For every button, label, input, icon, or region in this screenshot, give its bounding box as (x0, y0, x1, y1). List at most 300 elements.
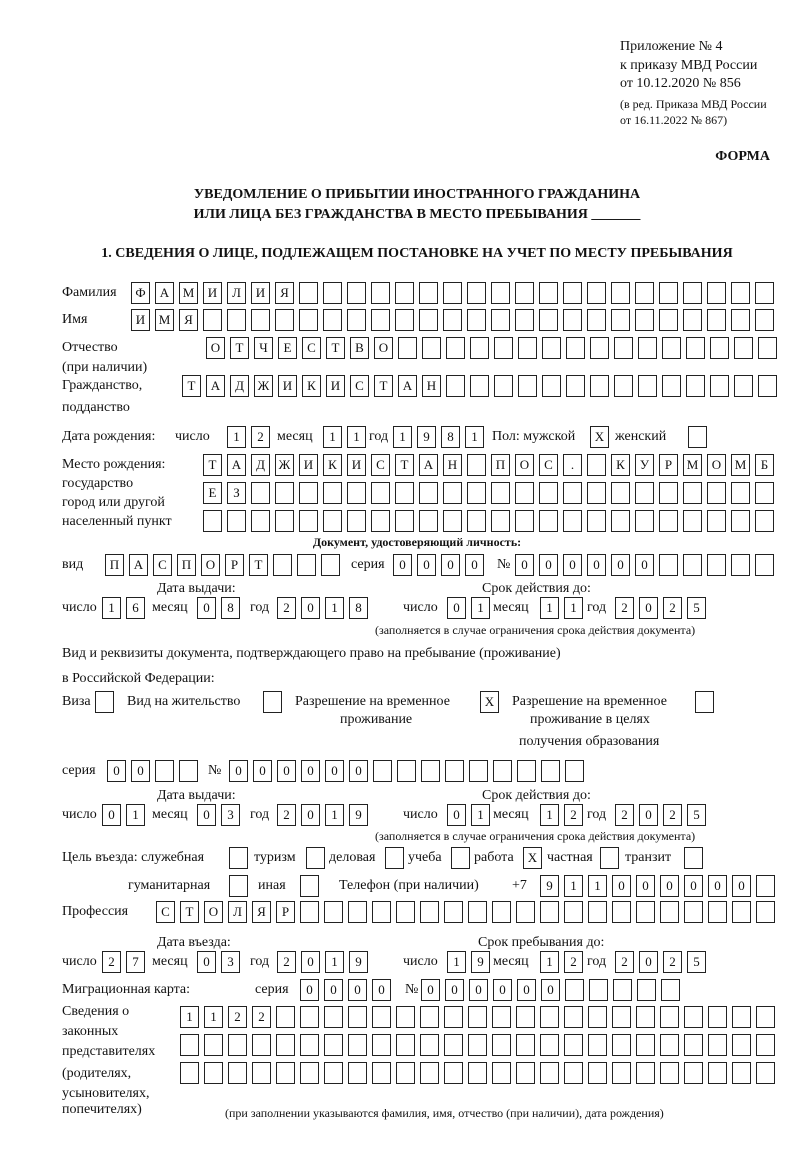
surname-cell[interactable]: Я (275, 282, 294, 304)
pob-row1-cell[interactable]: Д (251, 454, 270, 476)
patronymic-cell[interactable] (422, 337, 441, 359)
pob-row1-cell[interactable]: С (539, 454, 558, 476)
reps-row3-cell[interactable] (228, 1062, 247, 1084)
profession-cell[interactable] (612, 901, 631, 923)
surname-cell[interactable] (707, 282, 726, 304)
doc-series-cell[interactable]: 0 (417, 554, 436, 576)
name-cell[interactable] (443, 309, 462, 331)
stay-issue-day-cell[interactable]: 1 (126, 804, 145, 826)
mc-number-cell[interactable] (565, 979, 584, 1001)
mc-series-cell[interactable]: 0 (372, 979, 391, 1001)
doc-kind-cell[interactable]: П (105, 554, 124, 576)
patronymic-cell[interactable]: Ч (254, 337, 273, 359)
doc-valid-day-cell[interactable]: 0 (447, 597, 466, 619)
pob-row1-cell[interactable]: У (635, 454, 654, 476)
doc-kind-cell[interactable] (273, 554, 292, 576)
profession-cell[interactable] (324, 901, 343, 923)
citizenship-cell[interactable]: А (398, 375, 417, 397)
reps-row3-cell[interactable] (252, 1062, 271, 1084)
mc-number-cell[interactable] (661, 979, 680, 1001)
doc-number-cell[interactable]: 0 (635, 554, 654, 576)
citizenship-cell[interactable] (734, 375, 753, 397)
dob-day-cell[interactable]: 2 (251, 426, 270, 448)
reps-row1-cell[interactable] (372, 1006, 391, 1028)
reps-row3-cell[interactable] (684, 1062, 703, 1084)
name-cell[interactable] (683, 309, 702, 331)
reps-row1-cell[interactable]: 1 (204, 1006, 223, 1028)
stay-number-cell[interactable] (397, 760, 416, 782)
stay-number-cell[interactable] (445, 760, 464, 782)
visa-checkbox-cell[interactable] (95, 691, 114, 713)
reps-row2-cell[interactable] (348, 1034, 367, 1056)
mc-series-cell[interactable]: 0 (324, 979, 343, 1001)
doc-kind-cell[interactable]: А (129, 554, 148, 576)
pob-row1-cell[interactable]: А (419, 454, 438, 476)
pob-row1-cell[interactable]: Р (659, 454, 678, 476)
name-cell[interactable] (515, 309, 534, 331)
surname-cell[interactable] (419, 282, 438, 304)
citizenship-cell[interactable] (566, 375, 585, 397)
pob-row3-cell[interactable] (395, 510, 414, 532)
name-cell[interactable] (395, 309, 414, 331)
citizenship-cell[interactable] (710, 375, 729, 397)
purpose-business-checkbox-cell[interactable] (385, 847, 404, 869)
surname-cell[interactable] (395, 282, 414, 304)
reps-row2-cell[interactable] (324, 1034, 343, 1056)
reps-row2-cell[interactable] (684, 1034, 703, 1056)
name-cell[interactable] (227, 309, 246, 331)
purpose-official-checkbox-cell[interactable] (229, 847, 248, 869)
stay-number-cell[interactable] (565, 760, 584, 782)
surname-cell[interactable]: Л (227, 282, 246, 304)
patronymic-cell[interactable] (566, 337, 585, 359)
reps-row3-cell[interactable] (468, 1062, 487, 1084)
citizenship-cell[interactable] (470, 375, 489, 397)
dob-month-cell[interactable]: 1 (347, 426, 366, 448)
entry-year-cell[interactable]: 0 (301, 951, 320, 973)
citizenship-cell[interactable]: И (278, 375, 297, 397)
pob-row2-cell[interactable] (347, 482, 366, 504)
pob-row1-cell[interactable]: И (347, 454, 366, 476)
reps-row1-cell[interactable] (492, 1006, 511, 1028)
stay-number-cell[interactable]: 0 (349, 760, 368, 782)
pob-row1-cell[interactable]: Ж (275, 454, 294, 476)
citizenship-cell[interactable] (446, 375, 465, 397)
profession-cell[interactable] (660, 901, 679, 923)
pob-row1-cell[interactable]: О (707, 454, 726, 476)
patronymic-cell[interactable]: О (206, 337, 225, 359)
stay-number-cell[interactable]: 0 (253, 760, 272, 782)
profession-cell[interactable]: Л (228, 901, 247, 923)
reps-row1-cell[interactable] (708, 1006, 727, 1028)
reps-row3-cell[interactable] (348, 1062, 367, 1084)
pob-row2-cell[interactable]: З (227, 482, 246, 504)
stay-valid-year-cell[interactable]: 0 (639, 804, 658, 826)
mc-number-cell[interactable]: 0 (493, 979, 512, 1001)
patronymic-cell[interactable]: С (302, 337, 321, 359)
reps-row2-cell[interactable] (660, 1034, 679, 1056)
profession-cell[interactable]: Р (276, 901, 295, 923)
pob-row2-cell[interactable] (659, 482, 678, 504)
pob-row2-cell[interactable] (707, 482, 726, 504)
doc-kind-cell[interactable]: С (153, 554, 172, 576)
phone-cell[interactable]: 1 (564, 875, 583, 897)
doc-kind-cell[interactable]: О (201, 554, 220, 576)
mc-number-cell[interactable]: 0 (541, 979, 560, 1001)
surname-cell[interactable] (539, 282, 558, 304)
pob-row1-cell[interactable]: Н (443, 454, 462, 476)
doc-issue-month-cell[interactable]: 0 (197, 597, 216, 619)
citizenship-cell[interactable]: Д (230, 375, 249, 397)
name-cell[interactable] (419, 309, 438, 331)
pob-row1-cell[interactable]: К (323, 454, 342, 476)
surname-cell[interactable] (443, 282, 462, 304)
stay-issue-month-cell[interactable]: 3 (221, 804, 240, 826)
reps-row3-cell[interactable] (612, 1062, 631, 1084)
doc-valid-year-cell[interactable]: 5 (687, 597, 706, 619)
doc-series-cell[interactable]: 0 (441, 554, 460, 576)
pob-row3-cell[interactable] (587, 510, 606, 532)
pob-row1-cell[interactable]: П (491, 454, 510, 476)
purpose-other-checkbox-cell[interactable] (300, 875, 319, 897)
pob-row2-cell[interactable] (419, 482, 438, 504)
reps-row3-cell[interactable] (492, 1062, 511, 1084)
surname-cell[interactable] (683, 282, 702, 304)
reps-row2-cell[interactable] (204, 1034, 223, 1056)
reps-row3-cell[interactable] (588, 1062, 607, 1084)
reps-row2-cell[interactable] (228, 1034, 247, 1056)
citizenship-cell[interactable]: К (302, 375, 321, 397)
doc-issue-year-cell[interactable]: 8 (349, 597, 368, 619)
stay-series-cell[interactable]: 0 (131, 760, 150, 782)
profession-cell[interactable] (708, 901, 727, 923)
stay-until-month-cell[interactable]: 2 (564, 951, 583, 973)
pob-row2-cell[interactable] (635, 482, 654, 504)
reps-row2-cell[interactable] (516, 1034, 535, 1056)
stay-number-cell[interactable] (421, 760, 440, 782)
pob-row2-cell[interactable] (611, 482, 630, 504)
citizenship-cell[interactable]: Ж (254, 375, 273, 397)
doc-issue-day-cell[interactable]: 6 (126, 597, 145, 619)
mc-series-cell[interactable]: 0 (300, 979, 319, 1001)
phone-cell[interactable]: 0 (612, 875, 631, 897)
purpose-transit-checkbox-cell[interactable] (684, 847, 703, 869)
pob-row2-cell[interactable] (515, 482, 534, 504)
stay-issue-year-cell[interactable]: 2 (277, 804, 296, 826)
reps-row2-cell[interactable] (444, 1034, 463, 1056)
stay-valid-year-cell[interactable]: 2 (663, 804, 682, 826)
pob-row1-cell[interactable]: . (563, 454, 582, 476)
dob-year-cell[interactable]: 1 (465, 426, 484, 448)
profession-cell[interactable] (564, 901, 583, 923)
name-cell[interactable] (371, 309, 390, 331)
citizenship-cell[interactable]: Т (182, 375, 201, 397)
stay-number-cell[interactable] (493, 760, 512, 782)
surname-cell[interactable]: А (155, 282, 174, 304)
profession-cell[interactable] (588, 901, 607, 923)
purpose-humanitarian-checkbox-cell[interactable] (229, 875, 248, 897)
name-cell[interactable] (587, 309, 606, 331)
doc-valid-month-cell[interactable]: 1 (564, 597, 583, 619)
surname-cell[interactable] (467, 282, 486, 304)
reps-row2-cell[interactable] (252, 1034, 271, 1056)
citizenship-cell[interactable]: А (206, 375, 225, 397)
phone-cell[interactable]: 0 (732, 875, 751, 897)
doc-number-cell[interactable] (755, 554, 774, 576)
citizenship-cell[interactable]: И (326, 375, 345, 397)
stay-until-year-cell[interactable]: 5 (687, 951, 706, 973)
reps-row3-cell[interactable] (396, 1062, 415, 1084)
reps-row1-cell[interactable] (540, 1006, 559, 1028)
patronymic-cell[interactable] (638, 337, 657, 359)
name-cell[interactable] (323, 309, 342, 331)
surname-cell[interactable] (515, 282, 534, 304)
phone-cell[interactable]: 1 (588, 875, 607, 897)
doc-kind-cell[interactable] (297, 554, 316, 576)
phone-cell[interactable]: 0 (636, 875, 655, 897)
sex-female-checkbox-cell[interactable] (688, 426, 707, 448)
reps-row1-cell[interactable] (348, 1006, 367, 1028)
pob-row3-cell[interactable] (443, 510, 462, 532)
citizenship-cell[interactable]: Н (422, 375, 441, 397)
name-cell[interactable] (251, 309, 270, 331)
pob-row3-cell[interactable] (227, 510, 246, 532)
stay-number-cell[interactable] (517, 760, 536, 782)
profession-cell[interactable] (420, 901, 439, 923)
pob-row2-cell[interactable] (539, 482, 558, 504)
pob-row3-cell[interactable] (635, 510, 654, 532)
pob-row3-cell[interactable] (707, 510, 726, 532)
name-cell[interactable] (539, 309, 558, 331)
reps-row2-cell[interactable] (276, 1034, 295, 1056)
reps-row2-cell[interactable] (732, 1034, 751, 1056)
entry-year-cell[interactable]: 2 (277, 951, 296, 973)
doc-issue-day-cell[interactable]: 1 (102, 597, 121, 619)
mc-number-cell[interactable] (589, 979, 608, 1001)
doc-number-cell[interactable] (731, 554, 750, 576)
reps-row2-cell[interactable] (492, 1034, 511, 1056)
stay-until-day-cell[interactable]: 9 (471, 951, 490, 973)
pob-row2-cell[interactable] (731, 482, 750, 504)
citizenship-cell[interactable] (662, 375, 681, 397)
patronymic-cell[interactable] (710, 337, 729, 359)
stay-issue-year-cell[interactable]: 0 (301, 804, 320, 826)
reps-row1-cell[interactable]: 2 (252, 1006, 271, 1028)
mc-series-cell[interactable]: 0 (348, 979, 367, 1001)
patronymic-cell[interactable]: Т (230, 337, 249, 359)
pob-row3-cell[interactable] (659, 510, 678, 532)
stay-valid-day-cell[interactable]: 1 (471, 804, 490, 826)
surname-cell[interactable] (587, 282, 606, 304)
reps-row2-cell[interactable] (636, 1034, 655, 1056)
name-cell[interactable] (347, 309, 366, 331)
pob-row3-cell[interactable] (683, 510, 702, 532)
pob-row2-cell[interactable] (443, 482, 462, 504)
pob-row3-cell[interactable] (347, 510, 366, 532)
patronymic-cell[interactable] (614, 337, 633, 359)
reps-row2-cell[interactable] (540, 1034, 559, 1056)
profession-cell[interactable] (492, 901, 511, 923)
mc-number-cell[interactable]: 0 (517, 979, 536, 1001)
name-cell[interactable] (611, 309, 630, 331)
pob-row3-cell[interactable] (323, 510, 342, 532)
surname-cell[interactable]: М (179, 282, 198, 304)
reps-row2-cell[interactable] (468, 1034, 487, 1056)
pob-row3-cell[interactable] (371, 510, 390, 532)
dob-year-cell[interactable]: 9 (417, 426, 436, 448)
reps-row1-cell[interactable] (612, 1006, 631, 1028)
surname-cell[interactable] (659, 282, 678, 304)
doc-issue-year-cell[interactable]: 0 (301, 597, 320, 619)
stay-valid-month-cell[interactable]: 1 (540, 804, 559, 826)
profession-cell[interactable] (444, 901, 463, 923)
reps-row3-cell[interactable] (732, 1062, 751, 1084)
pob-row3-cell[interactable] (419, 510, 438, 532)
pob-row2-cell[interactable] (587, 482, 606, 504)
pob-row1-cell[interactable]: С (371, 454, 390, 476)
pob-row2-cell[interactable] (491, 482, 510, 504)
entry-day-cell[interactable]: 7 (126, 951, 145, 973)
reps-row2-cell[interactable] (564, 1034, 583, 1056)
reps-row2-cell[interactable] (420, 1034, 439, 1056)
doc-issue-year-cell[interactable]: 2 (277, 597, 296, 619)
doc-kind-cell[interactable]: П (177, 554, 196, 576)
doc-valid-year-cell[interactable]: 2 (615, 597, 634, 619)
mc-number-cell[interactable]: 0 (469, 979, 488, 1001)
stay-until-year-cell[interactable]: 2 (663, 951, 682, 973)
dob-day-cell[interactable]: 1 (227, 426, 246, 448)
phone-cell[interactable]: 0 (660, 875, 679, 897)
mc-number-cell[interactable] (637, 979, 656, 1001)
stay-issue-day-cell[interactable]: 0 (102, 804, 121, 826)
reps-row1-cell[interactable] (588, 1006, 607, 1028)
surname-cell[interactable] (611, 282, 630, 304)
profession-cell[interactable] (732, 901, 751, 923)
pob-row3-cell[interactable] (467, 510, 486, 532)
stay-series-cell[interactable] (155, 760, 174, 782)
doc-number-cell[interactable]: 0 (539, 554, 558, 576)
reps-row1-cell[interactable] (468, 1006, 487, 1028)
reps-row3-cell[interactable] (372, 1062, 391, 1084)
pob-row1-cell[interactable]: Б (755, 454, 774, 476)
pob-row1-cell[interactable]: А (227, 454, 246, 476)
pob-row1-cell[interactable] (467, 454, 486, 476)
pob-row2-cell[interactable] (251, 482, 270, 504)
surname-cell[interactable] (323, 282, 342, 304)
reps-row3-cell[interactable] (204, 1062, 223, 1084)
reps-row3-cell[interactable] (756, 1062, 775, 1084)
stay-issue-month-cell[interactable]: 0 (197, 804, 216, 826)
reps-row3-cell[interactable] (708, 1062, 727, 1084)
doc-series-cell[interactable]: 0 (465, 554, 484, 576)
purpose-tourism-checkbox-cell[interactable] (306, 847, 325, 869)
reps-row1-cell[interactable] (636, 1006, 655, 1028)
pob-row2-cell[interactable] (467, 482, 486, 504)
doc-number-cell[interactable] (707, 554, 726, 576)
name-cell[interactable]: Я (179, 309, 198, 331)
profession-cell[interactable] (468, 901, 487, 923)
stay-until-day-cell[interactable]: 1 (447, 951, 466, 973)
reps-row3-cell[interactable] (444, 1062, 463, 1084)
citizenship-cell[interactable] (686, 375, 705, 397)
trp-edu-checkbox-cell[interactable] (695, 691, 714, 713)
stay-series-cell[interactable] (179, 760, 198, 782)
reps-row1-cell[interactable] (516, 1006, 535, 1028)
stay-number-cell[interactable] (541, 760, 560, 782)
profession-cell[interactable]: С (156, 901, 175, 923)
profession-cell[interactable] (540, 901, 559, 923)
reps-row1-cell[interactable] (300, 1006, 319, 1028)
pob-row3-cell[interactable] (611, 510, 630, 532)
surname-cell[interactable] (371, 282, 390, 304)
entry-month-cell[interactable]: 3 (221, 951, 240, 973)
name-cell[interactable] (563, 309, 582, 331)
mc-number-cell[interactable] (613, 979, 632, 1001)
stay-issue-year-cell[interactable]: 9 (349, 804, 368, 826)
pob-row1-cell[interactable]: М (731, 454, 750, 476)
name-cell[interactable]: И (131, 309, 150, 331)
entry-year-cell[interactable]: 1 (325, 951, 344, 973)
doc-valid-month-cell[interactable]: 1 (540, 597, 559, 619)
doc-valid-day-cell[interactable]: 1 (471, 597, 490, 619)
entry-month-cell[interactable]: 0 (197, 951, 216, 973)
doc-valid-year-cell[interactable]: 0 (639, 597, 658, 619)
reps-row3-cell[interactable] (516, 1062, 535, 1084)
patronymic-cell[interactable] (446, 337, 465, 359)
reps-row2-cell[interactable] (612, 1034, 631, 1056)
citizenship-cell[interactable] (758, 375, 777, 397)
stay-valid-month-cell[interactable]: 2 (564, 804, 583, 826)
surname-cell[interactable]: И (251, 282, 270, 304)
reps-row1-cell[interactable] (684, 1006, 703, 1028)
pob-row3-cell[interactable] (299, 510, 318, 532)
patronymic-cell[interactable] (494, 337, 513, 359)
name-cell[interactable] (635, 309, 654, 331)
profession-cell[interactable]: Я (252, 901, 271, 923)
pob-row2-cell[interactable]: Е (203, 482, 222, 504)
purpose-private-checkbox-cell[interactable] (600, 847, 619, 869)
name-cell[interactable] (299, 309, 318, 331)
profession-cell[interactable] (756, 901, 775, 923)
phone-cell[interactable]: 0 (708, 875, 727, 897)
dob-year-cell[interactable]: 1 (393, 426, 412, 448)
patronymic-cell[interactable] (542, 337, 561, 359)
patronymic-cell[interactable]: В (350, 337, 369, 359)
dob-year-cell[interactable]: 8 (441, 426, 460, 448)
pob-row2-cell[interactable] (371, 482, 390, 504)
stay-series-cell[interactable]: 0 (107, 760, 126, 782)
stay-valid-year-cell[interactable]: 5 (687, 804, 706, 826)
surname-cell[interactable] (491, 282, 510, 304)
stay-number-cell[interactable]: 0 (301, 760, 320, 782)
phone-cell[interactable] (756, 875, 775, 897)
patronymic-cell[interactable] (470, 337, 489, 359)
citizenship-cell[interactable] (638, 375, 657, 397)
pob-row3-cell[interactable] (731, 510, 750, 532)
citizenship-cell[interactable] (542, 375, 561, 397)
pob-row2-cell[interactable] (299, 482, 318, 504)
reps-row3-cell[interactable] (564, 1062, 583, 1084)
name-cell[interactable] (659, 309, 678, 331)
stay-number-cell[interactable] (469, 760, 488, 782)
pob-row2-cell[interactable] (275, 482, 294, 504)
pob-row3-cell[interactable] (203, 510, 222, 532)
pob-row3-cell[interactable] (251, 510, 270, 532)
patronymic-cell[interactable] (734, 337, 753, 359)
reps-row2-cell[interactable] (708, 1034, 727, 1056)
profession-cell[interactable]: О (204, 901, 223, 923)
profession-cell[interactable] (348, 901, 367, 923)
